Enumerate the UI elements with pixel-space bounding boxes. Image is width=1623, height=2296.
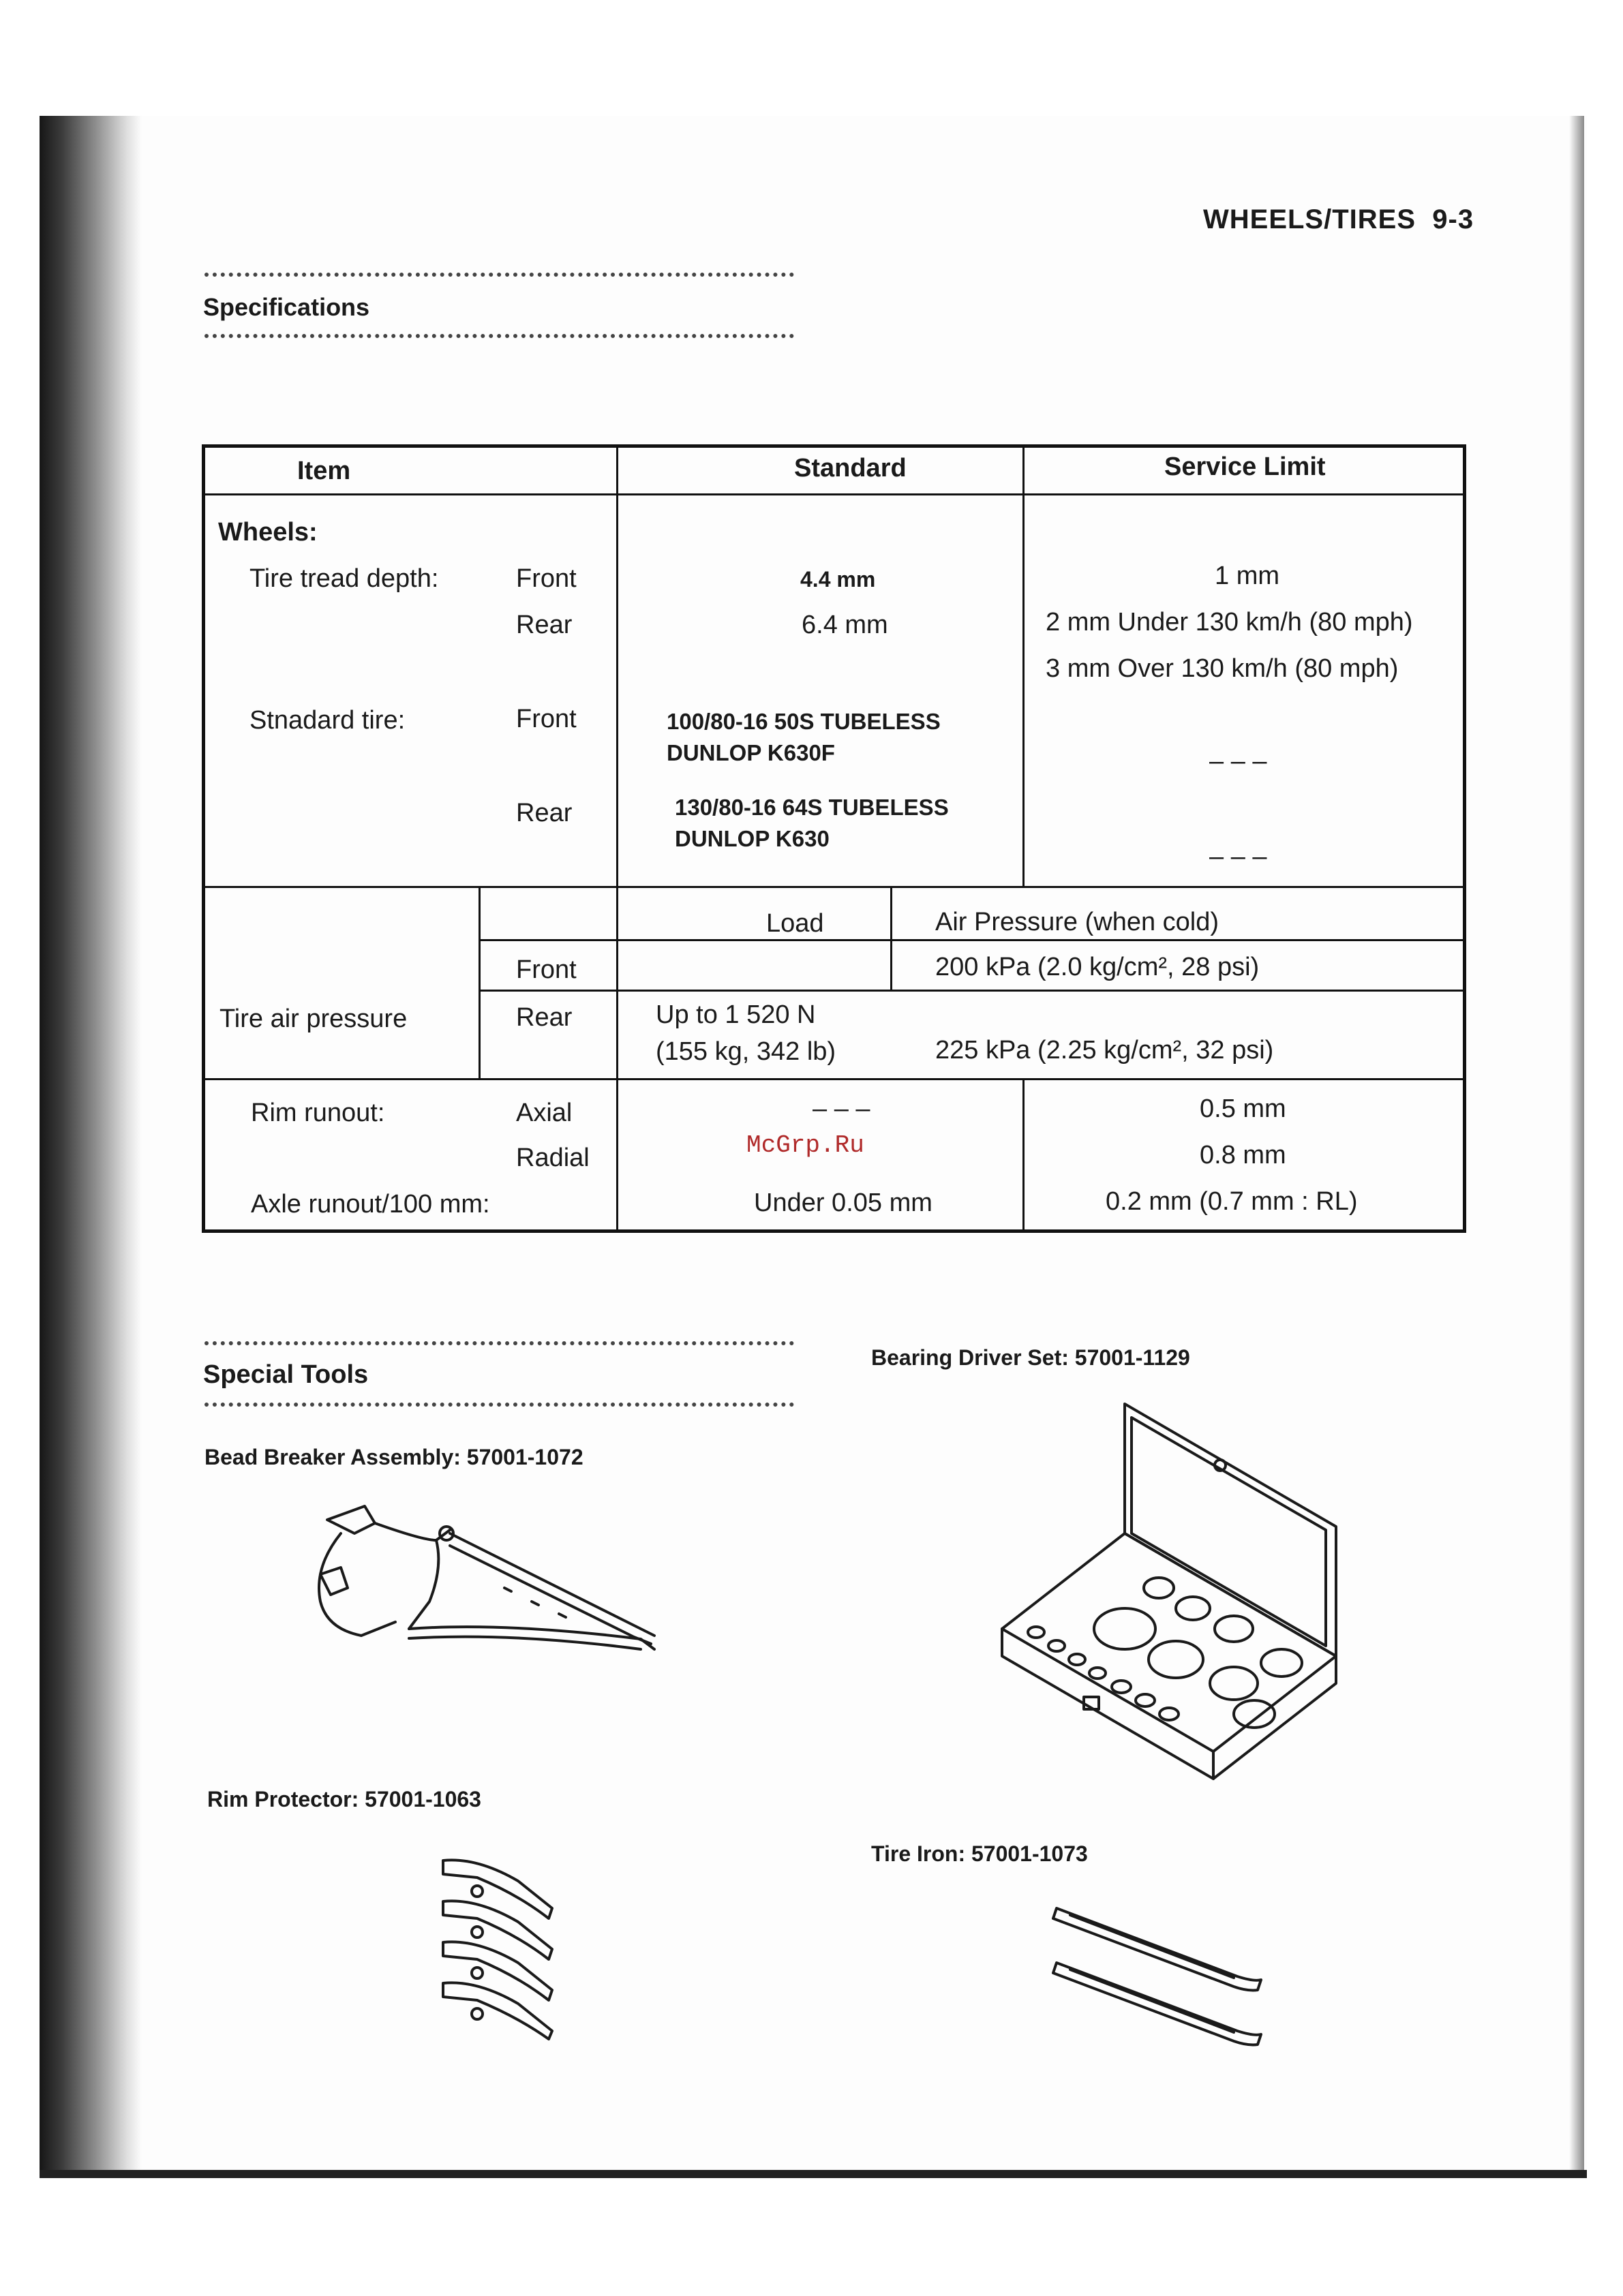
table-rule — [202, 886, 1466, 888]
load-header: Load — [766, 909, 824, 938]
tread-front-limit: 1 mm — [1215, 562, 1279, 590]
special-tools-title: Special Tools — [203, 1360, 369, 1389]
rear-air-pressure: 225 kPa (2.25 kg/cm², 32 psi) — [935, 1036, 1274, 1065]
table-col-rule — [890, 886, 892, 992]
table-border-bottom — [202, 1229, 1466, 1233]
rear-label: Rear — [516, 1003, 573, 1032]
air-pressure-header: Air Pressure (when cold) — [935, 908, 1219, 936]
rim-radial-limit: 0.8 mm — [1200, 1141, 1286, 1169]
tread-rear-standard: 6.4 mm — [802, 611, 888, 639]
rear-label: Rear — [516, 611, 573, 639]
page-number: 9-3 — [1432, 204, 1474, 234]
table-border-left — [202, 444, 205, 1233]
table-col-rule — [1022, 444, 1025, 888]
axle-runout-standard: Under 0.05 mm — [754, 1189, 932, 1217]
rim-runout-standard-dash: – – – — [813, 1095, 870, 1123]
table-border-right — [1463, 444, 1466, 1233]
rear-load-1: Up to 1 520 N — [656, 1000, 816, 1029]
tread-depth-label: Tire tread depth: — [249, 564, 439, 593]
rear-tire-model: DUNLOP K630 — [675, 826, 830, 851]
rim-protector-label: Rim Protector: 57001-1063 — [207, 1787, 481, 1811]
table-rule — [479, 939, 1466, 941]
tread-rear-limit-1: 2 mm Under 130 km/h (80 mph) — [1046, 608, 1413, 637]
rear-tire-limit-dash: – – – — [1209, 842, 1267, 871]
dotted-rule — [204, 1341, 794, 1345]
col-header-standard: Standard — [794, 454, 907, 483]
table-border-top — [202, 444, 1466, 448]
front-label: Front — [516, 955, 577, 984]
table-rule — [202, 1078, 1466, 1080]
tire-iron-label: Tire Iron: 57001-1073 — [871, 1841, 1088, 1866]
rim-runout-label: Rim runout: — [251, 1099, 385, 1127]
standard-tire-label: Stnadard tire: — [249, 706, 406, 735]
front-label: Front — [516, 705, 577, 733]
rim-axial-limit: 0.5 mm — [1200, 1095, 1286, 1123]
watermark: McGrp.Ru — [746, 1131, 864, 1159]
table-rule — [202, 493, 1466, 495]
front-label: Front — [516, 564, 577, 593]
radial-label: Radial — [516, 1144, 590, 1172]
bearing-driver-set-illustration — [995, 1397, 1350, 1779]
table-col-rule — [479, 886, 481, 1080]
rear-tire-spec — [675, 792, 949, 855]
front-tire-limit-dash: – – – — [1209, 747, 1267, 776]
tire-air-pressure-label: Tire air pressure — [219, 1005, 408, 1033]
table-col-rule — [1022, 1078, 1025, 1233]
front-air-pressure: 200 kPa (2.0 kg/cm², 28 psi) — [935, 953, 1260, 981]
axle-runout-label: Axle runout/100 mm: — [251, 1190, 490, 1219]
axial-label: Axial — [516, 1099, 573, 1127]
specifications-title: Specifications — [203, 293, 370, 321]
front-tire-spec — [667, 706, 941, 769]
col-header-item: Item — [297, 457, 351, 485]
table-rule — [479, 990, 1466, 992]
rear-tire-size: 130/80-16 64S TUBELESS — [675, 795, 949, 820]
wheels-label: Wheels: — [218, 518, 318, 547]
rear-label: Rear — [516, 799, 573, 827]
front-tire-model: DUNLOP K630F — [667, 740, 835, 765]
chapter-title: WHEELS/TIRES — [1203, 204, 1416, 234]
col-header-service-limit: Service Limit — [1164, 453, 1326, 481]
bead-breaker-label: Bead Breaker Assembly: 57001-1072 — [204, 1445, 583, 1469]
front-tire-size: 100/80-16 50S TUBELESS — [667, 709, 941, 734]
rear-load-2: (155 kg, 342 lb) — [656, 1037, 836, 1066]
bead-breaker-illustration — [300, 1493, 668, 1663]
table-col-rule — [616, 444, 618, 1233]
rim-protector-illustration — [436, 1854, 566, 2038]
axle-runout-limit: 0.2 mm (0.7 mm : RL) — [1106, 1187, 1358, 1216]
bearing-driver-label: Bearing Driver Set: 57001-1129 — [871, 1345, 1190, 1370]
tire-iron-illustration — [1050, 1901, 1268, 2051]
dotted-rule — [204, 1403, 794, 1407]
tread-front-standard: 4.4 mm — [800, 567, 876, 592]
tread-rear-limit-2: 3 mm Over 130 km/h (80 mph) — [1046, 654, 1399, 683]
